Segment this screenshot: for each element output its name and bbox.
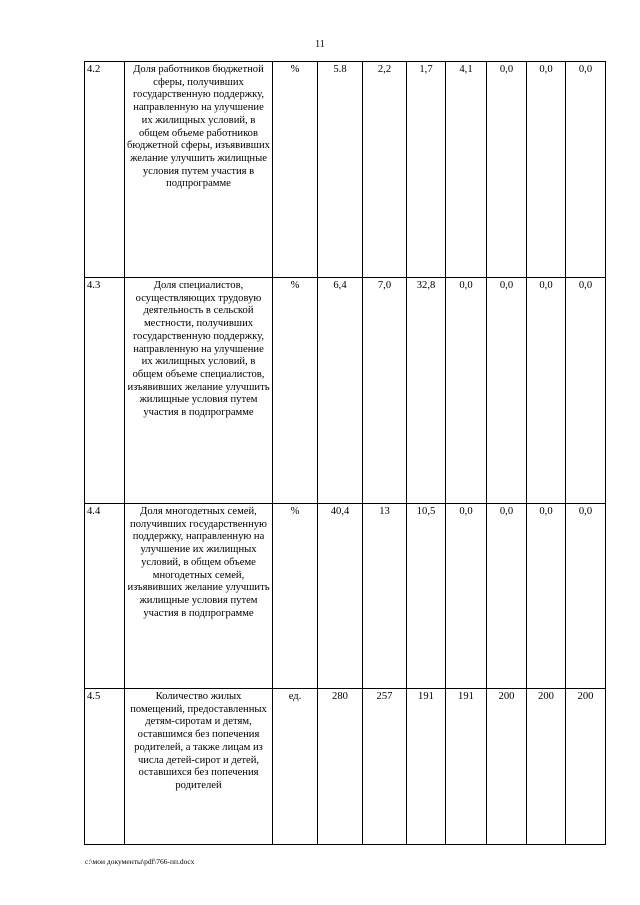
- value-cell: 280: [318, 689, 363, 845]
- unit-cell: ед.: [273, 689, 318, 845]
- indicator-name: Доля работников бюджетной сферы, получивших государственную поддержку, направленную на улучшение их жилищных условий, в общем объеме работников бюджетной сферы, изъявивших желание улучшить жилищные условия путем участия в подпрограмме: [125, 62, 273, 278]
- value-cell: 4,1: [446, 62, 487, 278]
- value-cell: 200: [566, 689, 606, 845]
- row-number: 4.5: [85, 689, 125, 845]
- page-number: 11: [315, 39, 325, 50]
- value-cell: 13: [363, 504, 407, 689]
- value-cell: 191: [446, 689, 487, 845]
- value-cell: 0,0: [527, 62, 566, 278]
- table-row: [85, 278, 606, 504]
- value-cell: 200: [527, 689, 566, 845]
- value-cell: 0,0: [566, 504, 606, 689]
- table-row: [85, 62, 606, 278]
- value-cell: 1,7: [407, 62, 446, 278]
- table-row: [85, 504, 606, 689]
- value-cell: 0,0: [446, 504, 487, 689]
- value-cell: 40,4: [318, 504, 363, 689]
- value-cell: 200: [487, 689, 527, 845]
- value-cell: 0,0: [527, 278, 566, 504]
- unit-cell: %: [273, 278, 318, 504]
- unit-cell: %: [273, 62, 318, 278]
- indicator-name: Доля многодетных семей, получивших государственную поддержку, направленную на улучшение их жилищных условий, в общем объеме многодетных семей, изъявивших желание улучшить жилищные условия путем участия в подпрограмме: [125, 504, 273, 689]
- value-cell: 6,4: [318, 278, 363, 504]
- value-cell: 10,5: [407, 504, 446, 689]
- value-cell: 0,0: [487, 62, 527, 278]
- value-cell: 191: [407, 689, 446, 845]
- value-cell: 0,0: [527, 504, 566, 689]
- value-cell: 0,0: [566, 62, 606, 278]
- indicator-name: Доля специалистов, осуществляющих трудовую деятельность в сельской местности, получивших государственную поддержку, направленную на улучшение их жилищных условий, в общем объеме специалистов, изъявивших желание улучшить жилищные условия путем участия в подпрограмме: [125, 278, 273, 504]
- table-row: [85, 689, 606, 845]
- value-cell: 7,0: [363, 278, 407, 504]
- value-cell: 2,2: [363, 62, 407, 278]
- value-cell: 0,0: [446, 278, 487, 504]
- footer-file-path: c:\мои документы\pdf\766-пп.docx: [85, 857, 195, 866]
- value-cell: 0,0: [487, 278, 527, 504]
- value-cell: 0,0: [566, 278, 606, 504]
- row-number: 4.3: [85, 278, 125, 504]
- indicators-table: [84, 61, 606, 845]
- value-cell: 5.8: [318, 62, 363, 278]
- indicator-name: Количество жилых помещений, предоставленных детям-сиротам и детям, оставшимся без попечения родителей, а также лицам из числа детей-сирот и детей, оставшихся без попечения родителей: [125, 689, 273, 845]
- row-number: 4.2: [85, 62, 125, 278]
- row-number: 4.4: [85, 504, 125, 689]
- value-cell: 0,0: [487, 504, 527, 689]
- unit-cell: %: [273, 504, 318, 689]
- value-cell: 257: [363, 689, 407, 845]
- value-cell: 32,8: [407, 278, 446, 504]
